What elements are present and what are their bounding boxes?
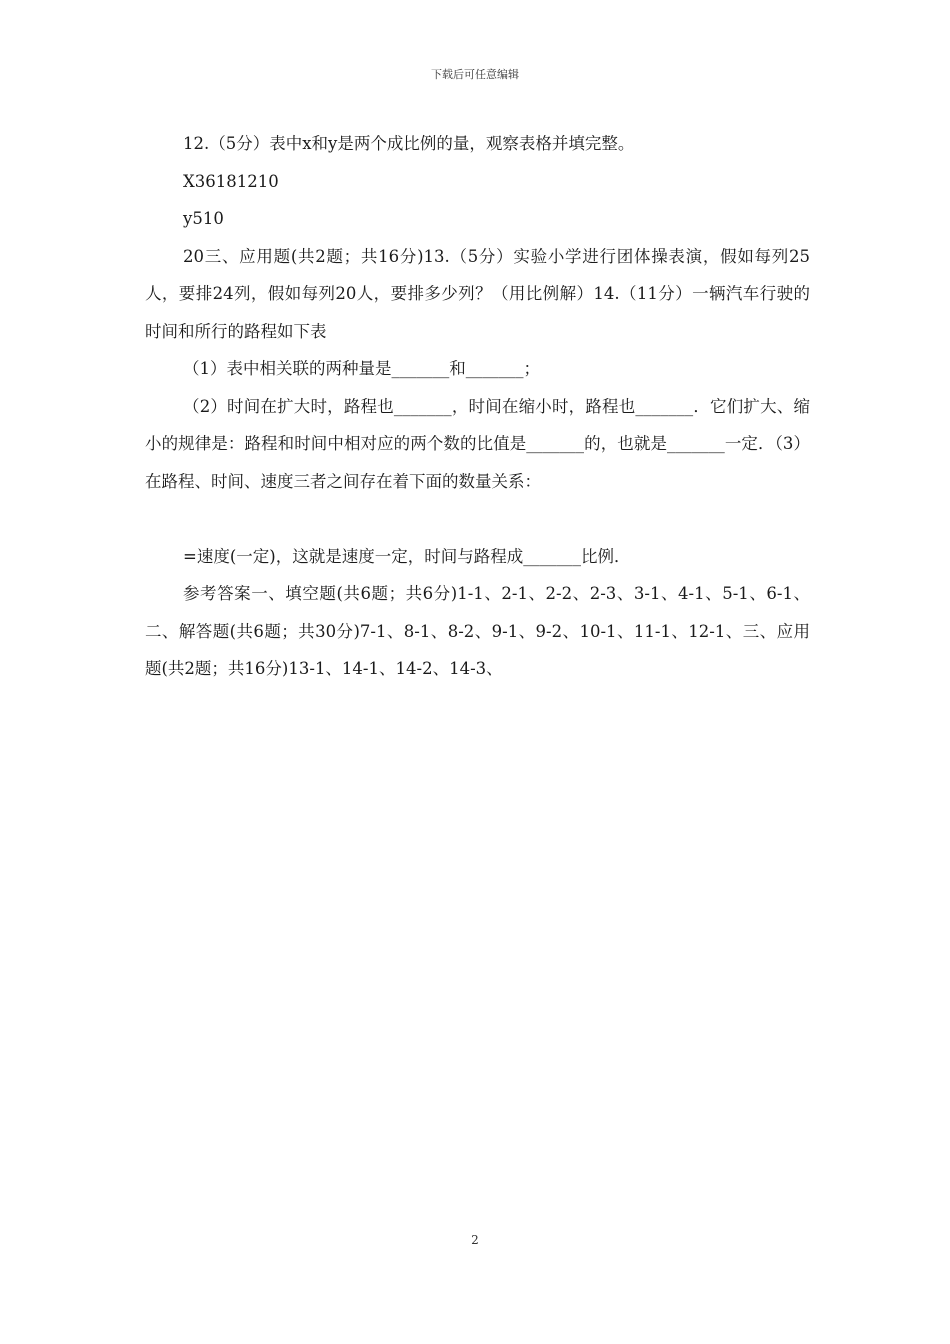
question-13-14: 20三、应用题(共2题；共16分)13.（5分）实验小学进行团体操表演，假如每列25人，要排24列，假如每列20人，要排多少列？（用比例解）14.（11分）一辆汽车行驶的时间和所行的路程如下表 bbox=[145, 246, 810, 341]
question-14-conclusion: =速度(一定)，这就是速度一定，时间与路程成_______比例． bbox=[183, 546, 631, 566]
question-12: 12.（5分）表中x和y是两个成比例的量，观察表格并填完整。 bbox=[183, 134, 635, 153]
question-14-part-1: （1）表中相关联的两种量是_______和_______； bbox=[183, 359, 540, 378]
table-row-x: X36181210 bbox=[183, 171, 279, 191]
table-row-y: y510 bbox=[183, 209, 224, 228]
answer-key: 参考答案一、填空题(共6题；共6分)1-1、2-1、2-2、2-3、3-1、4-1、5-1、6-1、二、解答题(共6题；共30分)7-1、8-1、8-2、9-1、9-2、10-1、11-1、12-1、三、应用题(共2题；共16分)13-1、14-1、14-2、14-3、 bbox=[145, 584, 810, 678]
page-header: 下载后可任意编辑 bbox=[431, 68, 519, 81]
formula-gap bbox=[145, 500, 810, 538]
page-number: 2 bbox=[471, 1233, 479, 1247]
document-body bbox=[145, 125, 810, 688]
question-14-part-2-3: （2）时间在扩大时，路程也_______，时间在缩小时，路程也_______．它们扩大、缩小的规律是：路程和时间中相对应的两个数的比值是_______的，也就是_______一定．（3）在路程、时间、速度三者之间存在着下面的数量关系： bbox=[145, 396, 810, 491]
